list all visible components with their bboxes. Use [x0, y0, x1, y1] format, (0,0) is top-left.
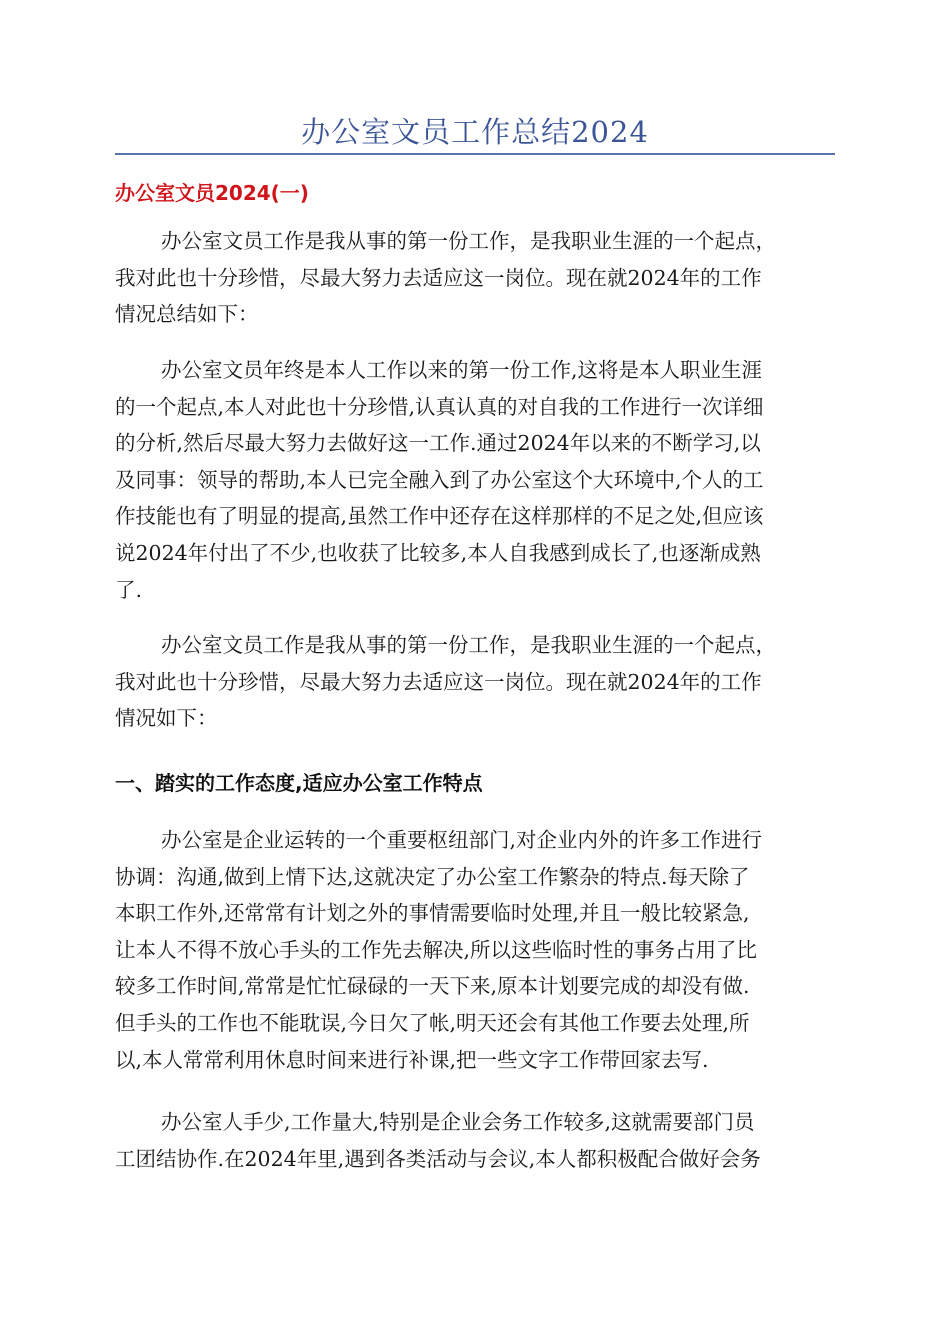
paragraph-line: 办公室人手少,工作量大,特别是企业会务工作较多,这就需要部门员 — [161, 1110, 755, 1134]
paragraph-line: 的一个起点,本人对此也十分珍惜,认真认真的对自我的工作进行一次详细 — [115, 394, 764, 419]
document-title: 办公室文员工作总结2024 — [301, 115, 649, 149]
paragraph-line: 办公室文员年终是本人工作以来的第一份工作,这将是本人职业生涯 — [161, 358, 763, 382]
title-underline — [115, 153, 835, 155]
paragraph-3 — [115, 627, 835, 737]
section-heading: 一、踏实的工作态度,适应办公室工作特点 — [115, 771, 483, 795]
paragraph-line: 办公室是企业运转的一个重要枢纽部门,对企业内外的许多工作进行 — [161, 828, 763, 852]
paragraph-line: 情况总结如下： — [115, 302, 259, 327]
paragraph-line: 作技能也有了明显的提高,虽然工作中还存在这样那样的不足之处,但应该 — [115, 504, 764, 529]
paragraph-5 — [115, 1104, 835, 1177]
paragraph-line: 办公室文员工作是我从事的第一份工作，是我职业生涯的一个起点， — [161, 633, 776, 657]
paragraph-line: 协调：沟通,做到上情下达,这就决定了办公室工作繁杂的特点.每天除了 — [115, 864, 750, 889]
paragraph-line: 说2024年付出了不少,也收获了比较多,本人自我感到成长了,也逐渐成熟 — [115, 540, 761, 565]
paragraph-line: 我对此也十分珍惜，尽最大努力去适应这一岗位。现在就2024年的工作 — [115, 265, 762, 290]
paragraph-line: 但手头的工作也不能耽误,今日欠了帐,明天还会有其他工作要去处理,所 — [115, 1010, 750, 1035]
paragraph-line: 以,本人常常利用休息时间来进行补课,把一些文字工作带回家去写. — [115, 1047, 709, 1072]
paragraph-2 — [115, 352, 835, 608]
paragraph-line: 让本人不得不放心手头的工作先去解决,所以这些临时性的事务占用了比 — [115, 937, 758, 962]
paragraph-line: 工团结协作.在2024年里,遇到各类活动与会议,本人都积极配合做好会务 — [115, 1146, 761, 1171]
paragraph-line: 了. — [115, 577, 143, 602]
paragraph-1 — [115, 223, 835, 333]
paragraph-line: 较多工作时间,常常是忙忙碌碌的一天下来,原本计划要完成的却没有做. — [115, 974, 750, 999]
paragraph-line: 及同事：领导的帮助,本人已完全融入到了办公室这个大环境中,个人的工 — [115, 467, 764, 492]
document-subtitle: 办公室文员2024(一) — [115, 181, 309, 205]
paragraph-line: 办公室文员工作是我从事的第一份工作，是我职业生涯的一个起点， — [161, 229, 776, 253]
paragraph-line: 我对此也十分珍惜，尽最大努力去适应这一岗位。现在就2024年的工作 — [115, 669, 762, 694]
paragraph-line: 的分析,然后尽最大努力去做好这一工作.通过2024年以来的不断学习,以 — [115, 431, 761, 456]
paragraph-line: 本职工作外,还常常有计划之外的事情需要临时处理,并且一般比较紧急, — [115, 901, 750, 926]
paragraph-line: 情况如下： — [115, 706, 218, 731]
paragraph-4 — [115, 822, 835, 1078]
